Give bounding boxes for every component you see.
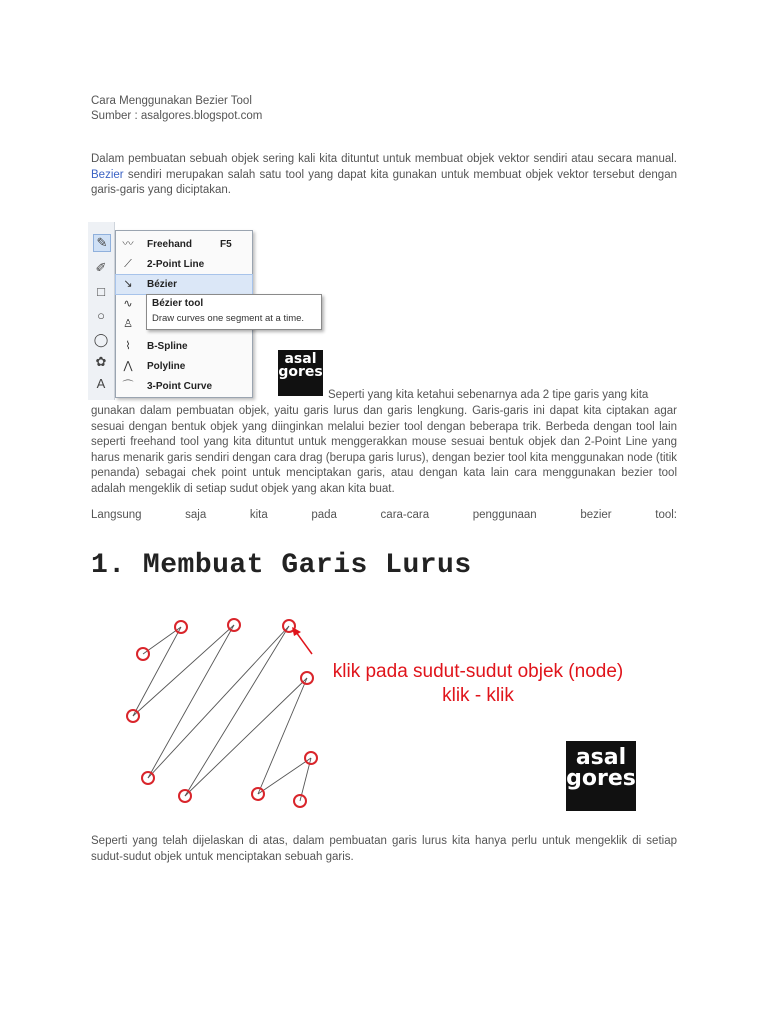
flyout-item-shortcut: F5 bbox=[220, 239, 232, 250]
intro-paragraph bbox=[91, 152, 677, 199]
flyout-item-label: Bézier bbox=[147, 279, 178, 290]
doc-source: Sumber : asalgores.blogspot.com bbox=[91, 110, 263, 122]
freehand-icon: 〰 bbox=[122, 238, 134, 250]
callout-line-2: klik - klik bbox=[442, 685, 514, 706]
diagram-line-segment bbox=[133, 625, 234, 716]
bezier-link[interactable]: Bezier bbox=[91, 168, 124, 181]
flyout-item-2[interactable] bbox=[116, 275, 252, 294]
logo-large-line1: asal bbox=[575, 745, 627, 770]
diagram-line-segment bbox=[133, 627, 181, 716]
paragraph-1: gunakan dalam pembuatan objek, yaitu garis lurus dan garis lengkung. Garis-garis ini dapat kita ciptakan agar sesuai dengan bentuk objek yang diinginkan melalui bezier tool dengan beberapa trik. Berbeda dengan tool lain seperti freehand tool yang kita dituntut untuk menggerakkan mouse sesuai bentuk objek dan 2-Point Line yang harus menarik garis sendiri dengan cara drag (berupa garis lurus), dengan bezier tool kita menggunakan node (titik penanda) sebagai chek point untuk menciptakan garis, atau dengan kata lain cara menggunakan bezier tool adalah mengeklik di setiap sudut objek yang akan kita buat. bbox=[91, 405, 677, 495]
curve-tool-icon[interactable]: ✎ bbox=[93, 234, 111, 252]
flyout-item-label: Polyline bbox=[147, 361, 186, 372]
intro-text-2: sendiri merupakan salah satu tool yang dapat kita gunakan untuk membuat objek vektor tersebut dengan garis-garis yang diciptakan. bbox=[91, 168, 677, 197]
smart-fill-icon[interactable]: ✐ bbox=[95, 260, 107, 275]
toolbox bbox=[88, 222, 115, 400]
flyout-item-5[interactable] bbox=[116, 337, 252, 356]
paragraph-3: Seperti yang telah dijelaskan di atas, dalam pembuatan garis lurus kita hanya perlu untuk mengeklik di setiap sudut-sudut objek untuk menciptakan sebuah garis. bbox=[91, 835, 677, 863]
flyout-item-label: 3-Point Curve bbox=[147, 381, 213, 392]
bezier-tooltip bbox=[146, 294, 322, 330]
logo-line1: asal bbox=[284, 351, 317, 367]
callout-text bbox=[310, 660, 646, 708]
callout-arrow-line bbox=[296, 632, 312, 654]
callout-arrow-head bbox=[292, 627, 301, 636]
rectangle-tool-icon[interactable]: □ bbox=[97, 284, 105, 299]
polygon-tool-icon[interactable]: ◯ bbox=[93, 332, 109, 347]
paragraph-2: Langsung saja kita pada cara-cara penggunaan bezier tool: bbox=[91, 509, 677, 521]
flyout-item-label: B-Spline bbox=[147, 341, 188, 352]
bspline-icon: ⌇ bbox=[125, 340, 131, 352]
artistic-icon: ♙ bbox=[123, 318, 133, 330]
text-tool-icon[interactable]: A bbox=[96, 376, 106, 391]
tooltip-description: Draw curves one segment at a time. bbox=[152, 313, 305, 324]
line-icon: ⟋ bbox=[124, 258, 132, 270]
flyout-item-6[interactable] bbox=[116, 357, 252, 376]
pen-icon: ∿ bbox=[123, 298, 133, 310]
flyout-item-label: 2-Point Line bbox=[147, 259, 205, 270]
diagram-line-segment bbox=[148, 625, 234, 778]
asal-gores-logo-small bbox=[278, 350, 323, 396]
curve-icon: ⌒ bbox=[122, 380, 134, 392]
logo-large-line2: gores bbox=[566, 765, 636, 791]
bezier-icon: ↘ bbox=[123, 278, 133, 290]
doc-title: Cara Menggunakan Bezier Tool bbox=[91, 95, 252, 107]
flyout-item-0[interactable] bbox=[116, 235, 252, 254]
section-heading: 1. Membuat Garis Lurus bbox=[91, 550, 472, 581]
basic-shapes-icon[interactable]: ✿ bbox=[95, 354, 107, 369]
flyout-item-label: Freehand bbox=[147, 239, 193, 250]
callout-line-1: klik pada sudut-sudut objek (node) bbox=[332, 661, 624, 682]
asal-gores-logo-large bbox=[566, 741, 636, 811]
diagram-line-segment bbox=[258, 678, 307, 794]
paragraph-1-first-line: Seperti yang kita ketahui sebenarnya ada 2 tipe garis yang kita bbox=[328, 389, 649, 401]
tooltip-title: Bézier tool bbox=[152, 298, 204, 309]
polyline-icon: ⋀ bbox=[123, 360, 133, 372]
flyout-item-7[interactable] bbox=[116, 377, 252, 396]
flyout-item-1[interactable] bbox=[116, 255, 252, 274]
logo-line2: gores bbox=[278, 364, 323, 381]
ellipse-tool-icon[interactable]: ○ bbox=[97, 308, 105, 323]
intro-text-1: Dalam pembuatan sebuah objek sering kali kita dituntut untuk membuat objek vektor sendiri atau secara manual. bbox=[91, 153, 677, 165]
